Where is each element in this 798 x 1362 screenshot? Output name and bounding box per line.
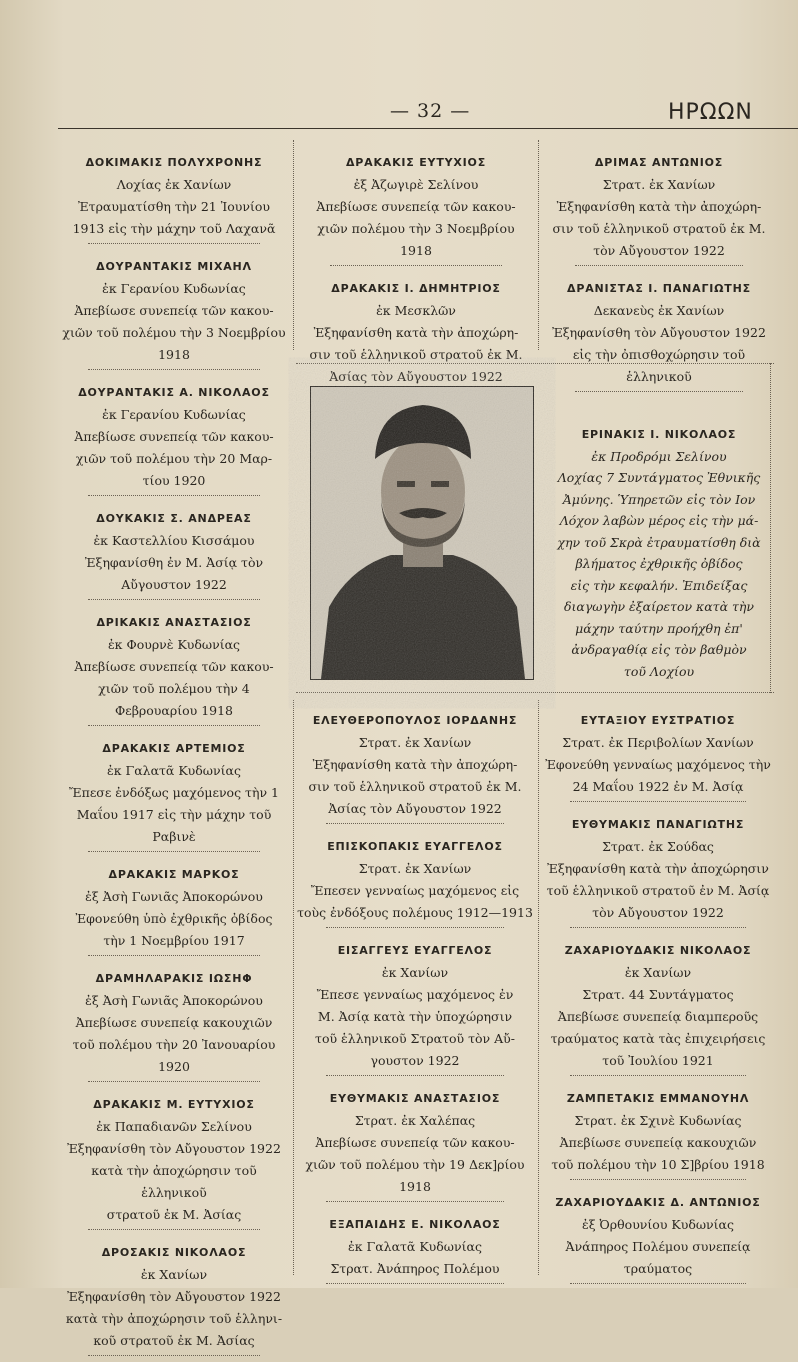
entry-line: ἐκ Χανίων <box>140 1267 208 1282</box>
entry-line: χιῶν τοῦ πολέμου τὴν 19 Δεκ]ρίου 1918 <box>305 1157 525 1194</box>
entry-separator <box>575 391 743 398</box>
portrait-photo <box>310 386 534 680</box>
entry-line: Στρατ. ἐκ Σχινὲ Κυδωνίας <box>574 1113 742 1128</box>
entry-line: χιῶν τοῦ πολέμου τὴν 4 <box>98 681 250 696</box>
entry-line: Ἔπεσε γενναίως μαχόμενος ἐν <box>316 987 514 1002</box>
entry <box>545 278 773 398</box>
entry-separator <box>570 801 746 808</box>
entry-name: ΕΠΙΣΚΟΠΑΚΙΣ ΕΥΑΓΓΕΛΟΣ <box>327 840 503 853</box>
entry-line: Ἐφονεύθη ὑπὸ ἐχθρικῆς ὀβίδος <box>75 911 273 926</box>
entry-name: ΔΡΑΚΑΚΙΣ ΜΑΡΚΟΣ <box>108 868 240 881</box>
entry-name: ΕΥΘΥΜΑΚΙΣ ΑΝΑΣΤΑΣΙΟΣ <box>329 1092 501 1105</box>
entry-line: σιν τοῦ ἑλληνικοῦ στρατοῦ ἐκ Μ. <box>552 221 766 236</box>
entry-line: ἀνδραγαθίᾳ εἰς τὸν βαθμὸν <box>571 642 747 657</box>
column-divider <box>293 140 294 350</box>
entry-line: Λόχον λαβὼν μέρος εἰς τὴν μά- <box>559 513 759 528</box>
entry-line: Στρατ. ἐκ Χανίων <box>602 177 716 192</box>
entry-separator <box>326 1075 504 1082</box>
entry-line: Λοχίας 7 Συντάγματος Ἐθνικῆς <box>557 470 761 485</box>
entry <box>58 968 290 1088</box>
entry-name: ΔΡΙΜΑΣ ΑΝΤΩΝΙΟΣ <box>594 156 724 169</box>
entry-line: ἐκ Φουρνὲ Κυδωνίας <box>107 637 241 652</box>
entry-name: ΔΟΥΚΑΚΙΣ Σ. ΑΝΔΡΕΑΣ <box>96 512 252 525</box>
entry-line: Ἐξηφανίσθη κατὰ τὴν ἀποχώρη- <box>313 325 519 340</box>
column-divider <box>538 700 539 1275</box>
middle-bottom-column <box>296 706 534 1276</box>
entry-separator <box>88 851 260 858</box>
entry-name: ΔΡΑΚΑΚΙΣ ΕΥΤΥΧΙΟΣ <box>345 156 487 169</box>
entry-line: Ἐφονεύθη γενναίως μαχόμενος τὴν <box>545 757 771 772</box>
entry <box>296 1088 534 1208</box>
entry-line: τραύματος κατὰ τὰς ἐπιχειρήσεις <box>550 1031 766 1046</box>
entry-line: ἐκ Χανίων <box>381 965 449 980</box>
entry-line: τοῦ πολέμου τὴν 10 Σ]βρίου 1918 <box>551 1157 765 1172</box>
entry-separator <box>326 1283 504 1290</box>
right-bottom-column <box>540 706 776 1276</box>
entry-line: τοῦ ἑλληνικοῦ Στρατοῦ τὸν Αὔ- <box>315 1031 515 1046</box>
entry-line: ἐκ Γερανίου Κυδωνίας <box>102 281 246 296</box>
entry-line: τοῦ Λοχίου <box>623 663 695 679</box>
entry <box>58 508 290 606</box>
entry <box>296 1214 534 1290</box>
entry-line: Ἀπεβίωσε συνεπείᾳ τῶν κακου- <box>316 199 516 214</box>
entry-name: ΖΑΧΑΡΙΟΥΔΑΚΙΣ ΝΙΚΟΛΑΟΣ <box>564 944 752 957</box>
entry-line: τοῦ Ἰουλίου 1921 <box>602 1053 714 1068</box>
entry-line: Στρατ. ἐκ Χανίων <box>358 861 472 876</box>
entry-line: 1913 εἰς τὴν μάχην τοῦ Λαχανᾶ <box>72 221 276 236</box>
entry-line: γουστον 1922 <box>370 1053 460 1068</box>
entry <box>296 836 534 934</box>
entry-line: Ἀσίας τὸν Αὔγουστον 1922 <box>328 801 502 816</box>
entry-name: ΔΟΥΡΑΝΤΑΚΙΣ ΜΙΧΑΗΛ <box>96 260 252 273</box>
entry-line: Λοχίας ἐκ Χανίων <box>116 177 232 192</box>
entry-line: τοῦ πολέμου τὴν 20 Ἰανουαρίου 1920 <box>72 1037 276 1074</box>
page-number: — 32 — <box>390 100 471 122</box>
entry-line: ἐκ Καστελλίου Κισσάμου <box>93 533 255 548</box>
entry-line: Φεβρουαρίου 1918 <box>114 703 234 718</box>
entry-line: Ἐξηφανίσθη τὸν Αὔγουστον 1922 <box>67 1289 281 1304</box>
entry-line: Ἀπεβίωσε συνεπείᾳ τῶν κακου- <box>74 429 274 444</box>
entry-separator <box>88 1229 260 1236</box>
entry-line: τὴν 1 Νοεμβρίου 1917 <box>103 933 245 948</box>
entry-separator <box>326 823 504 830</box>
entry-name: ΕΡΙΝΑΚΙΣ Ι. ΝΙΚΟΛΑΟΣ <box>581 428 737 441</box>
entry <box>300 278 532 398</box>
entry-line: Ἀσίας τὸν Αὔγουστον 1922 <box>329 369 503 384</box>
entry-separator <box>326 927 504 934</box>
entry-line: Ἐξηφανίσθη κατὰ τὴν ἀποχώρη- <box>312 757 518 772</box>
entry-line: ἐκ Παπαδιανῶν Σελίνου <box>96 1119 252 1134</box>
entry-separator <box>88 599 260 606</box>
entry-line: Ἀπεβίωσε συνεπείᾳ κακουχιῶν <box>559 1135 757 1150</box>
entry-line: Ἐξηφανίσθη κατὰ τὴν ἀποχώρησιν <box>547 861 769 876</box>
entry-line: χιῶν τοῦ πολέμου τὴν 20 Μαρ- <box>75 451 273 466</box>
entry <box>540 1088 776 1186</box>
entry-name: ΖΑΧΑΡΙΟΥΔΑΚΙΣ Δ. ΑΝΤΩΝΙΟΣ <box>555 1196 761 1209</box>
entry-line: Μαΐου 1917 εἰς τὴν μάχην τοῦ Ραβινὲ <box>76 807 272 844</box>
entry <box>58 1094 290 1236</box>
entry-line: Στρατ. ἐκ Σούδας <box>602 839 714 854</box>
entry <box>58 256 290 376</box>
entry-line: Στρατ. ἐκ Χαλέπας <box>354 1113 476 1128</box>
entry <box>58 382 290 502</box>
entry-line: Ἀπεβίωσε συνεπείᾳ διαμπεροῦς <box>557 1009 759 1024</box>
entry <box>545 152 773 272</box>
entry-line: βλήματος ἐχθρικῆς ὀβίδος <box>575 556 743 571</box>
entry <box>58 612 290 732</box>
entry-separator <box>326 1201 504 1208</box>
entry-line: Ἐξηφανίσθη ἐν Μ. Ἀσίᾳ τὸν <box>84 555 264 570</box>
entry-line: Ἐξηφανίσθη τὸν Αὔγουστον 1922 <box>552 325 766 340</box>
entry-separator <box>88 369 260 376</box>
header-rule <box>58 128 798 129</box>
entry-separator <box>570 1283 746 1290</box>
entry-line: μάχην ταύτην προήχθη ἐπ' <box>575 620 743 636</box>
entry-line: Ἀπεβίωσε συνεπείᾳ τῶν κακου- <box>74 303 274 318</box>
entry-line: ἐκ Γερανίου Κυδωνίας <box>102 407 246 422</box>
entry-line: Ἐτραυματίσθη τὴν 21 Ἰουνίου <box>78 199 270 214</box>
entry-line: κοῦ στρατοῦ ἐκ Μ. Ἀσίας <box>93 1333 255 1348</box>
entry <box>58 738 290 858</box>
featured-entry <box>545 424 773 679</box>
entry-name: ΔΟΚΙΜΑΚΙΣ ΠΟΛΥΧΡΟΝΗΣ <box>85 156 263 169</box>
entry-separator <box>88 1355 260 1362</box>
entry-line: Μ. Ἀσίᾳ κατὰ τὴν ὑποχώρησιν <box>317 1009 513 1024</box>
entry-line: Στρατ. Ἀνάπηρος Πολέμου <box>330 1261 500 1276</box>
entry-line: Ἀμύνης. Ὑπηρετῶν εἰς τὸν Ιον <box>562 491 756 507</box>
entry-line: Ἔπεσεν γενναίως μαχόμενος εἰς <box>310 883 520 898</box>
entry-line: τοῦ ἑλληνικοῦ στρατοῦ ἐν Μ. Ἀσίᾳ <box>546 883 770 898</box>
entry-line: διαγωγὴν ἐξαίρετον κατὰ τὴν <box>563 599 755 614</box>
entry-line: εἰς τὴν ὀπισθοχώρησιν τοῦ ἑλληνικοῦ <box>572 347 746 384</box>
entry-line: ἐξ Ἀσὴ Γωνιᾶς Ἀποκορώνου <box>85 993 263 1008</box>
entry-line: ἐκ Προδρόμι Σελίνου <box>591 448 727 464</box>
entry-name: ΕΥΘΥΜΑΚΙΣ ΠΑΝΑΓΙΩΤΗΣ <box>571 818 745 831</box>
entry-separator <box>570 1075 746 1082</box>
entry-name: ΔΡΑΜΗΛΑΡΑΚΙΣ ΙΩΣΗΦ <box>95 972 253 985</box>
entry-line: στρατοῦ ἐκ Μ. Ἀσίας <box>106 1207 242 1222</box>
entry-name: ΕΙΣΑΓΓΕΥΣ ΕΥΑΓΓΕΛΟΣ <box>337 944 493 957</box>
entry-name: ΔΡΟΣΑΚΙΣ ΝΙΚΟΛΑΟΣ <box>101 1246 247 1259</box>
entry-line: τὸν Αὔγουστον 1922 <box>593 243 725 258</box>
entry-separator <box>575 265 743 272</box>
entry-line: Αὔγουστον 1922 <box>121 577 227 592</box>
entry-line: σιν τοῦ ἑλληνικοῦ στρατοῦ ἐκ Μ. <box>308 779 522 794</box>
entry <box>58 1242 290 1362</box>
entry-line: χην τοῦ Σκρὰ ἐτραυματίσθη διὰ <box>557 534 761 550</box>
entry-name: ΖΑΜΠΕΤΑΚΙΣ ΕΜΜΑΝΟΥΗΛ <box>566 1092 750 1105</box>
column-divider <box>293 700 294 1275</box>
entry-line: κατὰ τὴν ἀποχώρησιν τοῦ ἑλληνικοῦ <box>91 1163 257 1200</box>
entry-separator <box>88 725 260 732</box>
entry-line: Στρατ. ἐκ Περιβολίων Χανίων <box>562 735 754 750</box>
entry <box>300 152 532 272</box>
entry-separator <box>88 955 260 962</box>
entry-line: σιν τοῦ ἑλληνικοῦ στρατοῦ ἐκ Μ. <box>309 347 523 362</box>
entry-line: τοὺς ἐνδόξους πολέμους 1912—1913 <box>297 905 533 920</box>
entry-line: ἐξ Ὀρθουνίου Κυδωνίας <box>581 1217 734 1232</box>
entry-name: ΕΥΤΑΞΙΟΥ ΕΥΣΤΡΑΤΙΟΣ <box>580 714 736 727</box>
entry-line: ἐκ Χανίων <box>624 965 692 980</box>
entry <box>296 710 534 830</box>
entry-name: ΔΡΙΚΑΚΙΣ ΑΝΑΣΤΑΣΙΟΣ <box>96 616 252 629</box>
entry-line: 24 Μαΐου 1922 ἐν Μ. Ἀσίᾳ <box>572 779 744 794</box>
right-top-column <box>545 148 773 384</box>
entry-line: ἐκ Γαλατᾶ Κυδωνίας <box>348 1239 482 1254</box>
entry <box>540 1192 776 1290</box>
entry-separator <box>330 265 502 272</box>
entry-line: κατὰ τὴν ἀποχώρησιν τοῦ ἑλληνι- <box>65 1311 283 1326</box>
entry-line: τίου 1920 <box>142 473 206 488</box>
entry-line: Δεκανεὺς ἐκ Χανίων <box>593 303 725 318</box>
entry-line: Ἀπεβίωσε συνεπείᾳ τῶν κακου- <box>315 1135 515 1150</box>
entry-line: ἐκ Γαλατᾶ Κυδωνίας <box>107 763 241 778</box>
entry-name: ΔΡΑΚΑΚΙΣ Ι. ΔΗΜΗΤΡΙΟΣ <box>331 282 501 295</box>
entry-line: τὸν Αὔγουστον 1922 <box>592 905 724 920</box>
entry-name: ΔΡΑΚΑΚΙΣ ΑΡΤΕΜΙΟΣ <box>102 742 246 755</box>
entry-line: ἐκ Μεσκλῶν <box>376 303 456 318</box>
entry-line: ἐξ Ἀζωγιρὲ Σελίνου <box>353 177 479 192</box>
entry-separator <box>570 927 746 934</box>
entry-line: χιῶν τοῦ πολέμου τὴν 3 Νοεμβρίου 1918 <box>62 325 286 362</box>
entry <box>540 940 776 1082</box>
entry-line: ἐξ Ἀσὴ Γωνιᾶς Ἀποκορώνου <box>85 889 263 904</box>
entry-name: ΔΟΥΡΑΝΤΑΚΙΣ Α. ΝΙΚΟΛΑΟΣ <box>78 386 270 399</box>
entry-line: εἰς τὴν κεφαλήν. Ἐπιδείξας <box>570 577 748 593</box>
entry-line: Στρατ. ἐκ Χανίων <box>358 735 472 750</box>
entry-separator <box>88 495 260 502</box>
entry-separator <box>88 1081 260 1088</box>
middle-top-column <box>300 148 532 384</box>
entry-name: ΕΛΕΥΘΕΡΟΠΟΥΛΟΣ ΙΟΡΔΑΝΗΣ <box>312 714 518 727</box>
entry <box>540 710 776 808</box>
entry-line: Ἐξηφανίσθη τὸν Αὔγουστον 1922 <box>67 1141 281 1156</box>
header-title: ΗΡΩΩΝ <box>668 100 753 125</box>
entry-line: Ἐξηφανίσθη κατὰ τὴν ἀποχώρη- <box>556 199 762 214</box>
entry-line: Στρατ. 44 Συντάγματος <box>582 987 734 1002</box>
entry-line: Ἔπεσε ἐνδόξως μαχόμενος τὴν 1 <box>69 785 279 800</box>
entry-line: Ἀπεβίωσε συνεπείᾳ κακουχιῶν <box>75 1015 273 1030</box>
entry-line: Ἀπεβίωσε συνεπείᾳ τῶν κακου- <box>74 659 274 674</box>
entry-separator <box>570 1179 746 1186</box>
entry-name: ΔΡΑΝΙΣΤΑΣ Ι. ΠΑΝΑΓΙΩΤΗΣ <box>567 282 751 295</box>
entry-name: ΔΡΑΚΑΚΙΣ Μ. ΕΥΤΥΧΙΟΣ <box>93 1098 255 1111</box>
entry <box>58 152 290 250</box>
entry-name: ΕΞΑΠΑΙΔΗΣ Ε. ΝΙΚΟΛΑΟΣ <box>329 1218 501 1231</box>
entry-line: Ἀνάπηρος Πολέμου συνεπείᾳ τραύματος <box>565 1239 751 1276</box>
entry <box>58 864 290 962</box>
photo-box-bottom-border <box>296 692 774 693</box>
left-column <box>58 148 290 1348</box>
entry-separator <box>88 243 260 250</box>
entry <box>296 940 534 1082</box>
portrait-image-icon <box>311 387 533 679</box>
entry <box>540 814 776 934</box>
entry-line: χιῶν πολέμου τὴν 3 Νοεμβρίου 1918 <box>317 221 515 258</box>
column-divider <box>538 140 539 350</box>
